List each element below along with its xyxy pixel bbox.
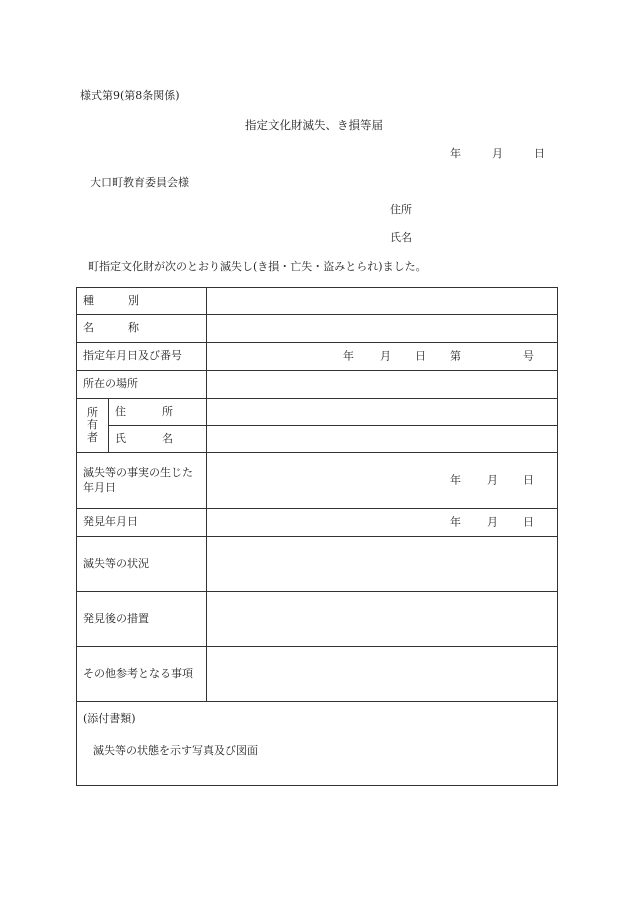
attachments-cell [77, 702, 558, 786]
discovery-date-month: 月 [487, 515, 498, 529]
owner-name-field[interactable] [207, 426, 558, 453]
location-field[interactable] [207, 371, 558, 399]
owner-name-label: 氏 名 [109, 426, 207, 453]
row-loss-date [77, 453, 558, 509]
designation-no-suffix: 号 [523, 349, 534, 363]
designation-day: 日 [415, 349, 426, 363]
other-field[interactable] [207, 647, 558, 702]
row-designation [77, 343, 558, 371]
loss-date-month: 月 [487, 473, 498, 487]
row-discovery-date [77, 509, 558, 537]
measures-field[interactable] [207, 592, 558, 647]
discovery-date-year: 年 [450, 515, 461, 529]
loss-date-year: 年 [450, 473, 461, 487]
statement-text: 町指定文化財が次のとおり滅失し(き損・亡失・盗みとられ)ました。 [88, 260, 427, 273]
date-year: 年 [450, 147, 461, 160]
row-owner-address [77, 399, 558, 426]
name-field[interactable] [207, 315, 558, 343]
designation-no-prefix: 第 [450, 349, 461, 363]
loss-date-field[interactable] [207, 453, 558, 509]
row-condition [77, 537, 558, 592]
date-month: 月 [492, 147, 503, 160]
discovery-date-day: 日 [523, 515, 534, 529]
report-form-table [76, 287, 558, 786]
type-label: 種 別 [77, 288, 207, 315]
location-label: 所在の場所 [77, 371, 207, 399]
row-other [77, 647, 558, 702]
applicant-name-label: 氏名 [390, 231, 412, 244]
condition-field[interactable] [207, 537, 558, 592]
date-day: 日 [534, 147, 545, 160]
applicant-address-label: 住所 [390, 203, 412, 216]
row-name [77, 315, 558, 343]
owner-label: 所 有 者 [77, 399, 109, 453]
discovery-date-field[interactable] [207, 509, 558, 537]
row-attachments [77, 702, 558, 786]
condition-label: 滅失等の状況 [77, 537, 207, 592]
row-measures [77, 592, 558, 647]
loss-date-label: 滅失等の事実の生じた 年月日 [77, 453, 207, 509]
owner-address-label: 住 所 [109, 399, 207, 426]
designation-field[interactable] [207, 343, 558, 371]
attachments-heading: (添付書類) [83, 712, 136, 725]
attachments-item: 滅失等の状態を示す写真及び図面 [93, 743, 258, 757]
designation-label: 指定年月日及び番号 [77, 343, 207, 371]
discovery-date-label: 発見年月日 [77, 509, 207, 537]
designation-year: 年 [343, 349, 354, 363]
row-type [77, 288, 558, 315]
designation-month: 月 [380, 349, 391, 363]
measures-label: 発見後の措置 [77, 592, 207, 647]
form-number-label: 様式第9(第8条関係) [80, 89, 180, 102]
loss-date-day: 日 [523, 473, 534, 487]
form-title: 指定文化財滅失、き損等届 [245, 118, 383, 132]
type-field[interactable] [207, 288, 558, 315]
name-label: 名 称 [77, 315, 207, 343]
row-owner-name [77, 426, 558, 453]
addressee: 大口町教育委員会様 [90, 176, 189, 189]
owner-address-field[interactable] [207, 399, 558, 426]
row-location [77, 371, 558, 399]
other-label: その他参考となる事項 [77, 647, 207, 702]
submission-date [450, 148, 545, 159]
